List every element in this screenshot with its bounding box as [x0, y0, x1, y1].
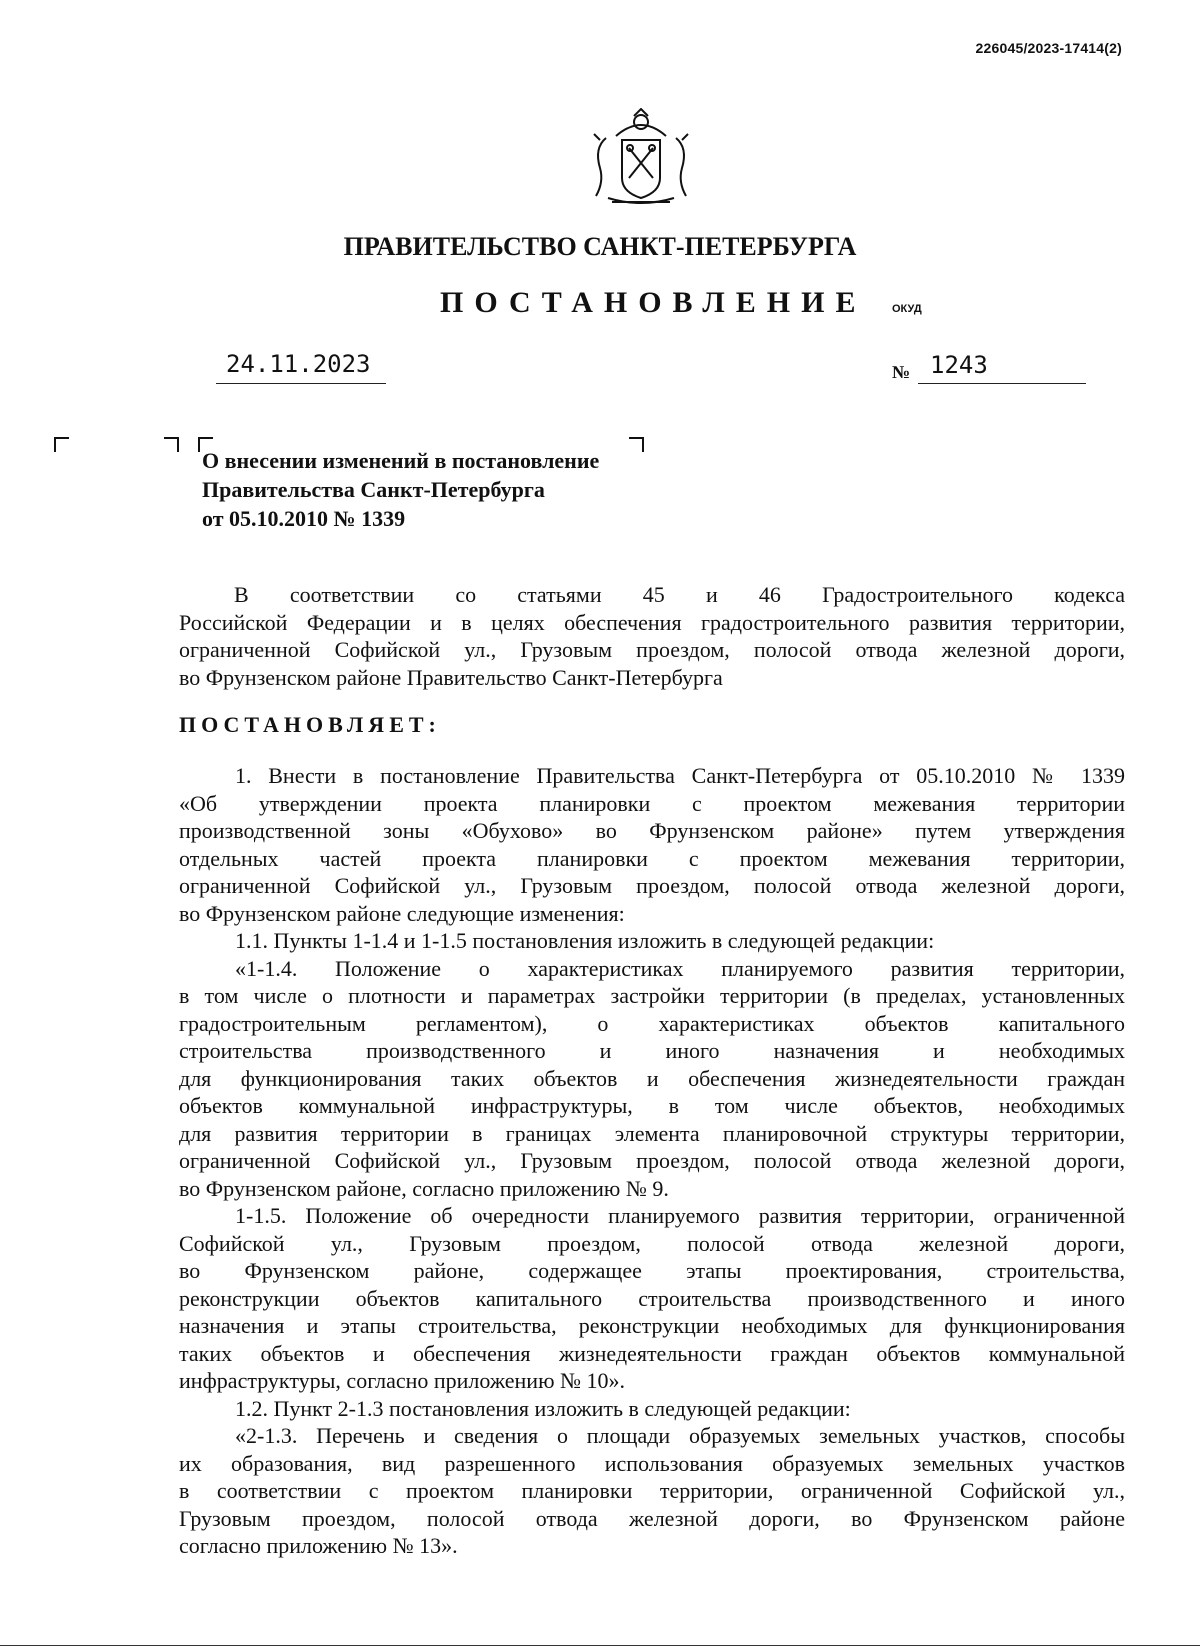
corner-mark [54, 437, 69, 452]
body-line: 1.2. Пункт 2-1.3 постановления изложить в следующей редакции: [235, 1395, 851, 1421]
body-line: производственной зоны «Обухово» во Фрунзенском районе» путем утверждения [179, 818, 1125, 843]
body-line: Грузовым проездом, полосой отвода железной дороги, во Фрунзенском районе [179, 1505, 1125, 1531]
body-line: в том числе о плотности и параметрах застройки территории (в пределах, установленных [179, 983, 1125, 1008]
number-sign: № [892, 362, 911, 382]
body-line: согласно приложению № 13». [179, 1533, 458, 1558]
body-line: инфраструктуры, согласно приложению № 10». [179, 1368, 626, 1393]
body-line: их образования, вид разрешенного использования образуемых земельных участков [179, 1450, 1125, 1476]
body-line: назначения и этапы строительства, реконструкции необходимых для функционирования [179, 1313, 1125, 1338]
document-number: 1243 [930, 351, 988, 379]
document-date: 24.11.2023 [226, 350, 371, 378]
body-line: отдельных частей проекта планировки с проектом межевания территории, [179, 845, 1125, 871]
decree-body [179, 762, 1125, 1560]
document-subject [202, 446, 599, 533]
body-line: 1. Внести в постановление Правительства Санкт-Петербурга от 05.10.2010 № 1339 [235, 763, 1125, 788]
corner-mark [629, 437, 644, 452]
body-line: «1-1.4. Положение о характеристиках планируемого развития территории, [235, 955, 1125, 981]
body-line: строительства производственного и иного назначения и необходимых [179, 1038, 1125, 1063]
authority-title: ПРАВИТЕЛЬСТВО САНКТ-ПЕТЕРБУРГА [343, 232, 857, 261]
subject-line: от 05.10.2010 № 1339 [202, 506, 406, 531]
subject-line: Правительства Санкт-Петербурга [202, 477, 545, 502]
page-bottom-edge [0, 1645, 1200, 1646]
body-line: во Фрунзенском районе следующие изменения: [179, 900, 625, 926]
body-line: в соответствии с проектом планировки территории, ограниченной Софийской ул., [179, 1478, 1125, 1503]
body-line: объектов коммунальной инфраструктуры, в том числе объектов, необходимых [179, 1093, 1125, 1118]
number-underline [918, 383, 1086, 384]
body-line: для развития территории в границах элемента планировочной структуры территории, [179, 1120, 1125, 1146]
body-line: во Фрунзенском районе, содержащее этапы проектирования, строительства, [179, 1258, 1125, 1283]
subject-line: О внесении изменений в постановление [202, 448, 600, 473]
body-line: «2-1.3. Перечень и сведения о площади образуемых земельных участков, способы [235, 1423, 1125, 1448]
body-line: 1-1.5. Положение об очередности планируемого развития территории, ограниченной [235, 1203, 1125, 1228]
body-line: Софийской ул., Грузовым проездом, полосой отвода железной дороги, [179, 1230, 1125, 1256]
preamble-line: во Фрунзенском районе Правительство Санкт-Петербурга [179, 664, 723, 690]
body-line: реконструкции объектов капитального строительства производственного и иного [179, 1285, 1125, 1311]
body-line: 1.1. Пункты 1-1.4 и 1-1.5 постановления изложить в следующей редакции: [235, 928, 935, 953]
corner-mark [164, 437, 179, 452]
document-type-title: ПОСТАНОВЛЕНИЕ [440, 286, 867, 319]
preamble-line: Российской Федерации и в целях обеспечения градостроительного развития территории, [179, 609, 1125, 635]
document-registration-number: 226045/2023-17414(2) [975, 40, 1122, 56]
body-line: градостроительным регламентом), о характеристиках объектов капитального [179, 1010, 1125, 1036]
preamble-line: В соответствии со статьями 45 и 46 Градостроительного кодекса [234, 582, 1125, 607]
decree-heading: ПОСТАНОВЛЯЕТ: [179, 712, 441, 737]
okud-label: ОКУД [892, 303, 922, 315]
body-line: ограниченной Софийской ул., Грузовым проездом, полосой отвода железной дороги, [179, 873, 1125, 898]
date-underline [216, 383, 386, 384]
preamble-line: ограниченной Софийской ул., Грузовым проездом, полосой отвода железной дороги, [179, 637, 1125, 662]
body-line: ограниченной Софийской ул., Грузовым проездом, полосой отвода железной дороги, [179, 1148, 1125, 1173]
body-line: для функционирования таких объектов и обеспечения жизнедеятельности граждан [179, 1065, 1125, 1091]
coat-of-arms-icon [586, 108, 696, 208]
body-line: таких объектов и обеспечения жизнедеятельности граждан объектов коммунальной [179, 1340, 1125, 1366]
body-line: «Об утверждении проекта планировки с проектом межевания территории [179, 790, 1125, 816]
preamble [179, 581, 1125, 691]
body-line: во Фрунзенском районе, согласно приложению № 9. [179, 1175, 669, 1201]
